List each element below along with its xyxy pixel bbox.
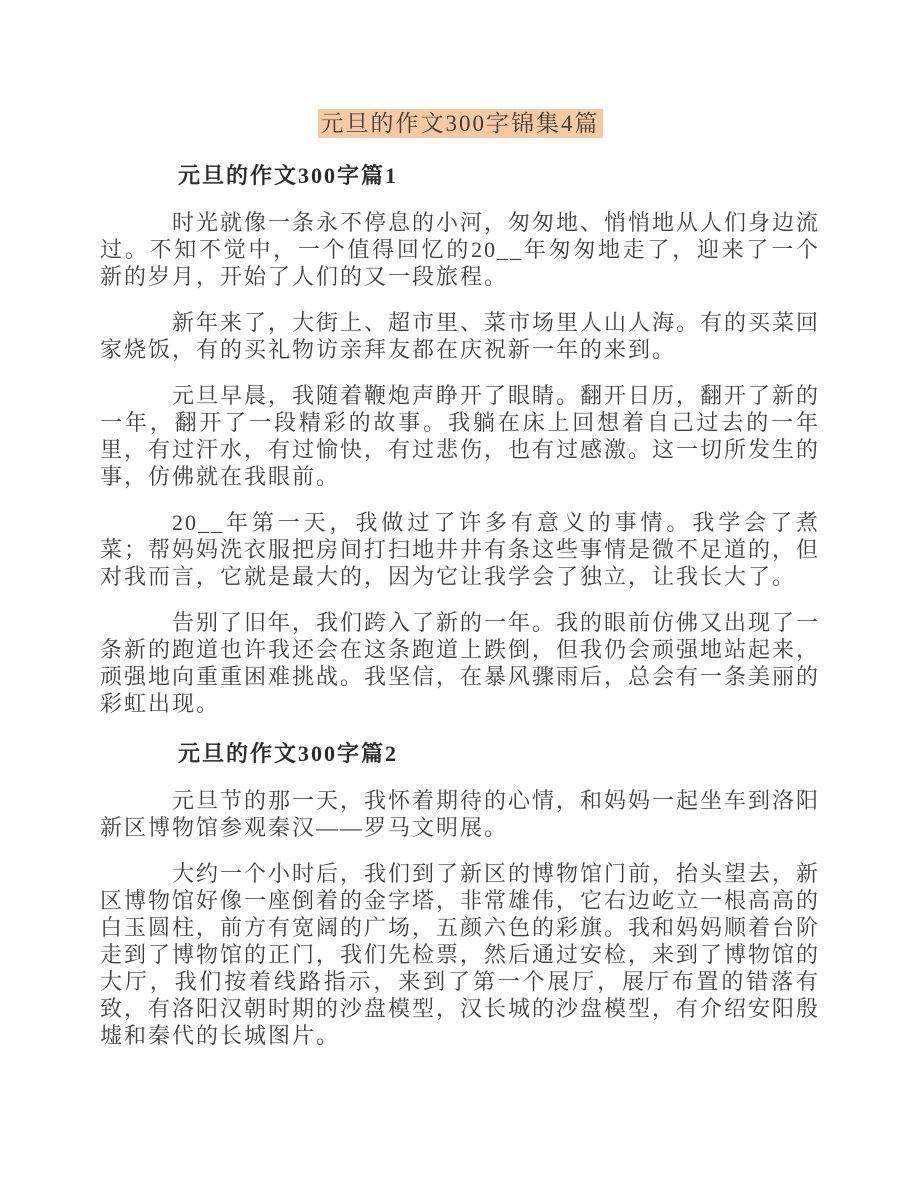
section-1-heading: 元旦的作文300字篇1: [178, 163, 399, 188]
section-1-paragraph-5: 告别了旧年，我们跨入了新的一年。我的眼前仿佛又出现了一条新的跑道也许我还会在这条跑道上跌倒，但我仍会顽强地站起来，顽强地向重重困难挑战。我坚信，在暴风骤雨后，总会有一条美丽的彩虹出现。: [100, 610, 821, 716]
document-title: [100, 109, 820, 139]
section-2-paragraph-1: 元旦节的那一天，我怀着期待的心情，和妈妈一起坐车到洛阳新区博物馆参观秦汉——罗马文明展。: [100, 788, 821, 840]
document-title-highlight: 元旦的作文300字锦集4篇: [318, 109, 603, 138]
section-2-paragraph-2: 大约一个小时后，我们到了新区的博物馆门前，抬头望去，新区博物馆好像一座倒着的金字塔，非常雄伟，它右边屹立一根高高的白玉圆柱，前方有宽阔的广场，五颜六色的彩旗。我和妈妈顺着台阶走到了博物馆的正门，我们先检票，然后通过安检，来到了博物馆的大厅，我们按着线路指示，来到了第一个展厅，展厅布置的错落有致，有洛阳汉朝时期的沙盘模型，汉长城的沙盘模型，有介绍安阳殷墟和秦代的长城图片。: [100, 861, 821, 1048]
section-1-paragraph-3: 元旦早晨，我随着鞭炮声睁开了眼睛。翻开日历，翻开了新的一年，翻开了一段精彩的故事。我躺在床上回想着自己过去的一年里，有过汗水，有过愉快，有过悲伤，也有过感激。这一切所发生的事，仿佛就在我眼前。: [100, 383, 821, 489]
section-1-paragraph-4: 20__年第一天，我做过了许多有意义的事情。我学会了煮菜；帮妈妈洗衣服把房间打扫地井井有条这些事情是微不足道的，但对我而言，它就是最大的，因为它让我学会了独立，让我长大了。: [100, 510, 821, 589]
section-1-paragraph-1: 时光就像一条永不停息的小河，匆匆地、悄悄地从人们身边流过。不知不觉中，一个值得回忆的20__年匆匆地走了，迎来了一个新的岁月，开始了人们的又一段旅程。: [100, 210, 821, 289]
section-2-heading: 元旦的作文300字篇2: [178, 741, 399, 766]
section-1-paragraph-2: 新年来了，大街上、超市里、菜市场里人山人海。有的买菜回家烧饭，有的买礼物访亲拜友都在庆祝新一年的来到。: [100, 310, 821, 362]
